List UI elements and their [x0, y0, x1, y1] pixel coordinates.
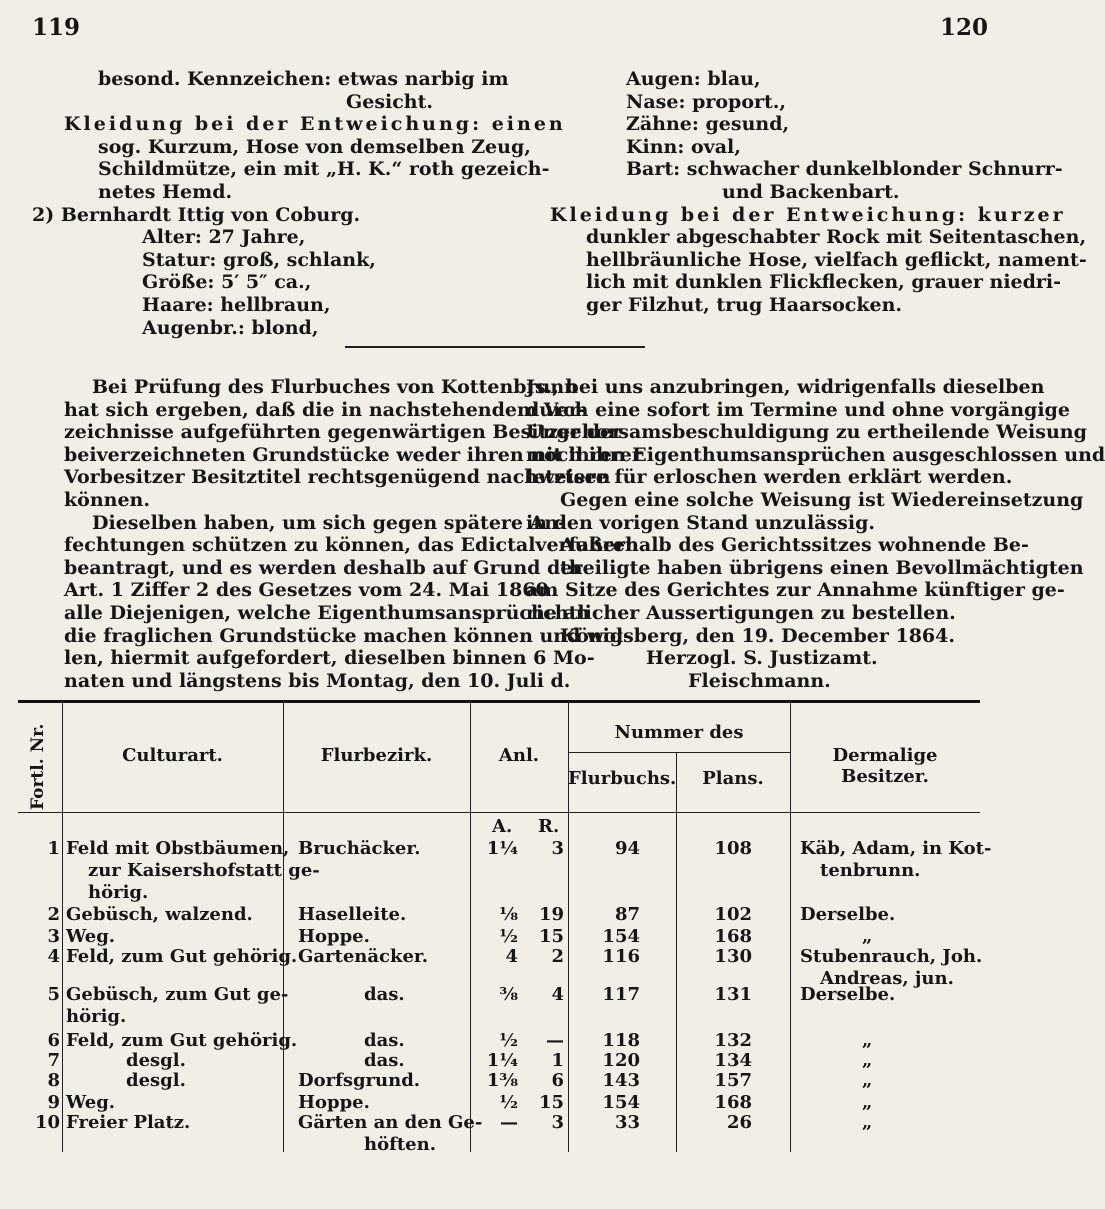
text-line: die fraglichen Grundstücke machen können und wol- [64, 624, 632, 647]
cell-acker: — [500, 1112, 518, 1133]
cell-plans: 26 [726, 1112, 752, 1133]
text-line: Bei Prüfung des Flurbuches von Kottenbrunn [92, 376, 578, 398]
cell-flurbuchs: 117 [602, 984, 640, 1005]
text-line: Nase: proport., [626, 90, 787, 113]
section-divider [345, 346, 645, 348]
cell-culturart: Weg. [66, 926, 116, 947]
cell-culturart: zur Kaisershofstatt ge- [88, 860, 320, 881]
row-number: 7 [47, 1050, 60, 1071]
cell-plans: 168 [714, 1092, 752, 1113]
top-left-column [32, 68, 566, 339]
row-number: 5 [47, 984, 60, 1005]
cell-ruthen: 6 [551, 1070, 564, 1091]
text-line: Statur: groß, schlank, [142, 248, 376, 271]
cell-ruthen: — [546, 1030, 564, 1051]
cell-flurbuchs: 33 [614, 1112, 640, 1133]
cell-culturart: Feld, zum Gut gehörig. [66, 1030, 298, 1051]
text-line: Art. 1 Ziffer 2 des Gesetzes vom 24. Mai 1860 [64, 579, 549, 602]
cell-culturart: Feld mit Obstbäumen, [66, 838, 290, 859]
cell-ruthen: 3 [551, 1112, 564, 1133]
row-number: 3 [47, 926, 60, 947]
cell-plans: 132 [714, 1030, 752, 1051]
cell-flurbezirk: Hoppe. [298, 926, 370, 947]
text-line: Bart: schwacher dunkelblonder Schnurr- [626, 158, 1063, 181]
cell-flurbezirk: das. [364, 1050, 405, 1071]
cell-plans: 130 [714, 946, 752, 967]
text-line: Gesicht. [346, 90, 434, 113]
row-number: 2 [47, 904, 60, 925]
cell-culturart: desgl. [126, 1050, 186, 1071]
cell-ruthen: 15 [538, 1092, 564, 1113]
cell-ruthen: 15 [538, 926, 564, 947]
cell-flurbuchs: 120 [602, 1050, 640, 1071]
cell-ruthen: 4 [551, 984, 564, 1005]
cell-flurbuchs: 94 [614, 838, 640, 859]
row-number: 8 [47, 1070, 60, 1091]
text-line: mit ihren Eigenthumsansprüchen ausgeschlossen und [526, 443, 1105, 466]
text-line: Kinn: oval, [626, 135, 741, 158]
text-line: zeichnisse aufgeführten gegenwärtigen Besitzer der [64, 421, 623, 444]
cell-besitzer: Derselbe. [800, 984, 896, 1005]
cell-flurbuchs: 118 [602, 1030, 640, 1051]
cell-flurbuchs: 143 [602, 1070, 640, 1091]
text-line: dunkler abgeschabter Rock mit Seitentaschen, [586, 226, 1087, 249]
header-culturart: Culturart. [122, 745, 223, 766]
cell-flurbezirk: Dorfsgrund. [298, 1070, 421, 1091]
text-line: netes Hemd. [98, 180, 233, 203]
row-number: 6 [47, 1030, 60, 1051]
cell-acker: ⅜ [499, 984, 518, 1005]
signature-date: Königsberg, den 19. December 1864. [560, 624, 955, 647]
cell-flurbezirk: Bruchäcker. [298, 838, 421, 859]
cell-acker: ½ [499, 926, 518, 947]
cell-plans: 108 [714, 838, 752, 859]
text-line: Außerhalb des Gerichtssitzes wohnende Be- [560, 534, 1029, 557]
cell-flurbezirk: Gartenäcker. [298, 946, 429, 967]
text-line: richtlicher Aussertigungen zu bestellen. [526, 601, 956, 624]
cell-plans: 131 [714, 984, 752, 1005]
text-line: Haare: hellbraun, [142, 293, 331, 316]
text-line: alle Diejenigen, welche Eigenthumsansprüche an [64, 601, 590, 624]
cell-culturart: Feld, zum Gut gehörig. [66, 946, 298, 967]
cell-ruthen: 3 [551, 838, 564, 859]
cell-plans: 134 [714, 1050, 752, 1071]
text-line: ger Filzhut, trug Haarsocken. [586, 293, 903, 316]
text-line: Kleidung bei der Entweichung: einen [64, 113, 566, 136]
text-line: Kleidung bei der Entweichung: kurzer [550, 203, 1066, 226]
text-line: beantragt, und es werden deshalb auf Grund der [64, 556, 583, 579]
text-line: Dieselben haben, um sich gegen spätere An- [92, 511, 567, 534]
cell-acker: ½ [499, 1092, 518, 1113]
cell-ruthen: 2 [551, 946, 564, 967]
cell-culturart: Weg. [66, 1092, 116, 1113]
text-line: und Backenbart. [722, 180, 900, 203]
header-nummer-des: Nummer des [614, 722, 744, 743]
signature-office: Herzogl. S. Justizamt. [646, 647, 878, 670]
text-line: durch eine sofort im Termine und ohne vorgängige [526, 398, 1070, 421]
cell-culturart: desgl. [126, 1070, 186, 1091]
cell-ruthen: 19 [538, 904, 564, 925]
text-line: Augen: blau, [626, 68, 761, 90]
unit-r-label: R. [538, 816, 560, 837]
text-line: fechtungen schützen zu können, das Edictalverfahren [64, 534, 639, 557]
column-divider [470, 702, 471, 1152]
signature-name: Fleischmann. [688, 669, 831, 692]
cell-plans: 168 [714, 926, 752, 947]
cell-plans: 157 [714, 1070, 752, 1091]
cell-acker: 1⅜ [486, 1070, 518, 1091]
header-nr: Fortl. Nr. [28, 723, 48, 810]
cell-flurbuchs: 154 [602, 1092, 640, 1113]
text-line: besond. Kennzeichen: etwas narbig im [98, 68, 509, 90]
top-right-column [550, 68, 1087, 317]
header-plans: Plans. [702, 768, 764, 789]
cell-culturart: Gebüsch, zum Gut ge- [66, 984, 289, 1005]
column-divider [676, 752, 677, 1152]
text-line: Größe: 5′ 5″ ca., [142, 271, 312, 294]
text-line: theiligte haben übrigens einen Bevollmächtigten [560, 556, 1084, 579]
text-line: len, hiermit aufgefordert, dieselben binnen 6 Mo- [64, 647, 595, 670]
cell-besitzer: Stubenrauch, Joh. [800, 946, 983, 967]
cell-culturart: hörig. [66, 1006, 127, 1027]
cell-plans: 102 [714, 904, 752, 925]
cell-flurbezirk: Gärten an den Ge- [298, 1112, 483, 1133]
cell-acker: ⅛ [499, 904, 518, 925]
header-flurbezirk: Flurbezirk. [320, 745, 433, 766]
table-top-rule [18, 700, 980, 703]
text-line: Ungehorsamsbeschuldigung zu ertheilende Weisung [526, 421, 1087, 444]
table-header-rule [18, 812, 980, 813]
cell-flurbezirk: das. [364, 1030, 405, 1051]
cell-acker: ½ [499, 1030, 518, 1051]
text-line: 2) Bernhardt Ittig von Coburg. [32, 203, 361, 226]
cell-besitzer: „ [862, 1050, 873, 1071]
cell-flurbezirk: Hoppe. [298, 1092, 370, 1113]
text-line: beiverzeichneten Grundstücke weder ihren noch ihrer [64, 443, 642, 466]
text-line: Vorbesitzer Besitztitel rechtsgenügend nachweisen [64, 466, 611, 489]
notice-right-column [526, 376, 1105, 692]
cell-acker: 1¼ [486, 1050, 518, 1071]
text-line: naten und längstens bis Montag, den 10. Juli d. [64, 669, 571, 692]
text-line: letztere für erloschen werden erklärt werden. [526, 466, 1013, 489]
cell-ruthen: 1 [551, 1050, 564, 1071]
notice-left-column [64, 376, 642, 692]
header-anl: Anl. [498, 745, 540, 766]
cell-besitzer: tenbrunn. [820, 860, 921, 881]
text-line: lich mit dunklen Flickflecken, grauer niedri- [586, 271, 1062, 294]
cell-besitzer: „ [862, 1092, 873, 1113]
cell-besitzer: „ [862, 1030, 873, 1051]
text-line: Js., bei uns anzubringen, widrigenfalls dieselben [526, 376, 1045, 398]
column-divider [283, 702, 284, 1152]
text-line: Augenbr.: blond, [142, 316, 319, 339]
cell-besitzer: „ [862, 1070, 873, 1091]
cell-besitzer: Andreas, jun. [820, 968, 954, 989]
row-number: 10 [34, 1112, 60, 1133]
cell-flurbuchs: 116 [602, 946, 640, 967]
cell-flurbezirk: höften. [364, 1134, 436, 1155]
header-flurbuchs: Flurbuchs. [568, 768, 677, 789]
cell-flurbezirk: das. [364, 984, 405, 1005]
cell-acker: 4 [505, 946, 518, 967]
cell-culturart: Freier Platz. [66, 1112, 191, 1133]
cell-besitzer: „ [862, 926, 873, 947]
cell-besitzer: „ [862, 1112, 873, 1133]
text-line: können. [64, 488, 150, 511]
page-number-left: 119 [32, 14, 81, 41]
text-line: hellbräunliche Hose, vielfach geflickt, nament- [586, 248, 1087, 271]
row-number: 4 [47, 946, 60, 967]
page-number-right: 120 [940, 14, 989, 41]
text-line: in den vorigen Stand unzulässig. [526, 511, 875, 534]
nummer-des-rule [568, 752, 790, 753]
text-line: am Sitze des Gerichtes zur Annahme künftiger ge- [526, 579, 1065, 602]
text-line: Schildmütze, ein mit „H. K.“ roth gezeich- [98, 158, 550, 181]
unit-a-label: A. [492, 816, 513, 837]
cell-culturart: Gebüsch, walzend. [66, 904, 253, 925]
cell-besitzer: Derselbe. [800, 904, 896, 925]
row-number: 9 [47, 1092, 60, 1113]
text-line: hat sich ergeben, daß die in nachstehendem Ver- [64, 398, 587, 421]
cell-besitzer: Käb, Adam, in Kot- [800, 838, 992, 859]
text-line: Alter: 27 Jahre, [142, 226, 306, 249]
cell-flurbuchs: 154 [602, 926, 640, 947]
column-divider [62, 702, 63, 1152]
cell-acker: 1¼ [486, 838, 518, 859]
cell-flurbuchs: 87 [614, 904, 640, 925]
cell-culturart: hörig. [88, 882, 149, 903]
header-besitzer: Dermalige Besitzer. [832, 745, 938, 787]
row-number: 1 [47, 838, 60, 859]
text-line: Gegen eine solche Weisung ist Wiedereinsetzung [560, 488, 1084, 511]
text-line: Zähne: gesund, [626, 113, 790, 136]
cell-flurbezirk: Haselleite. [298, 904, 407, 925]
text-line: sog. Kurzum, Hose von demselben Zeug, [98, 135, 531, 158]
